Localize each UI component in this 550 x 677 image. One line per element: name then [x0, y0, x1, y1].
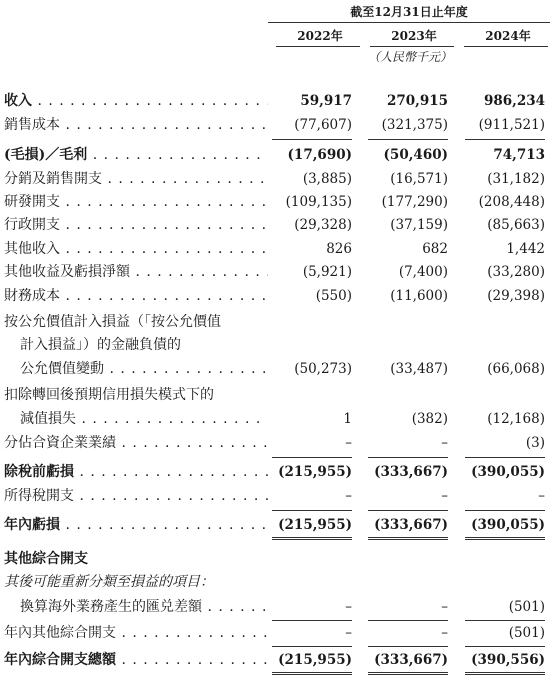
subtotal-rule [465, 510, 545, 511]
row-label: 銷售成本 . . . [4, 113, 268, 137]
subtotal-rule [368, 457, 448, 458]
value-2024: (31,182) [487, 171, 545, 187]
row-oci-heading [0, 547, 550, 571]
subtotal-rule [465, 646, 545, 647]
value-2022: (3,885) [302, 171, 352, 187]
row-label: 年內綜合開支總額 . . . [4, 648, 268, 672]
value-2022: (550) [315, 288, 352, 304]
row-income-tax [0, 484, 550, 508]
row-fvtpl-line2 [0, 333, 550, 357]
value-2022: – [345, 599, 352, 615]
value-2024: (66,068) [487, 361, 545, 377]
row-impairment-losses [0, 407, 550, 431]
row-oci-subheading [0, 570, 550, 594]
total-double-rule [465, 672, 545, 675]
row-label: 行政開支 . . . [4, 213, 268, 237]
row-label: 分銷及銷售開支 . . . [4, 167, 268, 191]
total-double-rule [272, 537, 352, 540]
row-label: 收入 . . . [4, 89, 268, 113]
value-2022: 1 [343, 411, 352, 427]
row-label: 扣除轉回後預期信用損失模式下的 [4, 387, 214, 403]
value-2022: (77,607) [294, 117, 352, 133]
row-label: 年內虧損 . . . [4, 513, 268, 537]
value-2024: 74,713 [493, 147, 545, 163]
row-label: 分佔合資企業業績 . . . [4, 431, 268, 455]
value-2023: – [441, 435, 448, 451]
value-2023: (37,159) [390, 217, 448, 233]
row-cost-of-sales [0, 113, 550, 137]
value-2022: – [345, 625, 352, 641]
subtotal-rule [272, 139, 352, 140]
year-header-2024: 2024年 [485, 29, 531, 43]
value-2023: 270,915 [386, 93, 448, 109]
value-2023: (333,667) [374, 652, 448, 668]
value-2024: (501) [508, 599, 545, 615]
value-2022: (215,955) [278, 464, 352, 480]
value-2023: (16,571) [390, 171, 448, 187]
value-2023: (382) [411, 411, 448, 427]
row-label: 除稅前虧損 . . . [4, 460, 268, 484]
row-impairment-line1 [0, 383, 550, 407]
row-gross-profit [0, 143, 550, 167]
value-2024: (3) [525, 435, 545, 451]
year-rule-2023 [370, 46, 454, 47]
row-research-development [0, 190, 550, 214]
row-label: 按公允價值計入損益（「按公允價值 [4, 314, 221, 330]
row-revenue [0, 89, 550, 113]
value-2023: – [441, 488, 448, 504]
row-administrative [0, 213, 550, 237]
subtotal-rule [465, 139, 545, 140]
row-label: 其他收益及虧損淨額 . . . [4, 260, 268, 284]
year-rule-2024 [464, 46, 548, 47]
total-double-rule [368, 672, 448, 675]
row-label: 其他收入 . . . [4, 237, 268, 261]
value-2024: 986,234 [483, 93, 545, 109]
row-share-joint-venture [0, 431, 550, 455]
value-2024: (390,055) [471, 517, 545, 533]
value-2024: (390,055) [471, 464, 545, 480]
value-2024: 1,442 [506, 241, 545, 257]
subtotal-rule [465, 457, 545, 458]
value-2024: (501) [508, 625, 545, 641]
row-loss-before-tax [0, 460, 550, 484]
value-2023: (177,290) [381, 194, 448, 210]
row-fvtpl-line1 [0, 310, 550, 334]
value-2022: (17,690) [287, 147, 352, 163]
value-2022: (109,135) [285, 194, 352, 210]
value-2022: (29,328) [294, 217, 352, 233]
row-label: 計入損益」）的金融負債的 [20, 337, 181, 353]
row-other-comprehensive-expense [0, 621, 550, 645]
year-header-2023: 2023年 [391, 29, 437, 43]
row-other-gains-losses [0, 260, 550, 284]
row-fvtpl-change [0, 357, 550, 381]
value-2023: 682 [422, 241, 448, 257]
value-2024: (911,521) [478, 117, 545, 133]
value-2023: – [441, 625, 448, 641]
total-double-rule [272, 672, 352, 675]
row-label: 換算海外業務產生的匯兑差額 . . . [20, 595, 268, 619]
row-label: 公允價值變動 . . . [20, 357, 268, 381]
row-label: 研發開支 . . . [4, 190, 268, 214]
value-2024: (390,556) [471, 652, 545, 668]
value-2022: 59,917 [300, 93, 352, 109]
value-2023: (11,600) [390, 288, 448, 304]
subtotal-rule [272, 457, 352, 458]
section-subheading: 其後可能重新分類至損益的項目： [4, 574, 214, 590]
total-double-rule [465, 537, 545, 540]
value-2023: (7,400) [398, 264, 448, 280]
row-label: 財務成本 . . . [4, 284, 268, 308]
row-label: (毛損)／毛利 . . . [4, 143, 268, 167]
value-2022: – [345, 435, 352, 451]
row-distribution-selling [0, 167, 550, 191]
subtotal-rule [368, 646, 448, 647]
value-2022: 826 [326, 241, 352, 257]
subtotal-rule [272, 646, 352, 647]
total-double-rule [368, 537, 448, 540]
value-2024: (85,663) [487, 217, 545, 233]
value-2024: (12,168) [487, 411, 545, 427]
value-2024: (33,280) [487, 264, 545, 280]
row-label: 減值損失 . . . [20, 407, 268, 431]
value-2023: – [441, 599, 448, 615]
subtotal-rule [272, 510, 352, 511]
row-loss-for-year [0, 513, 550, 537]
value-2023: (321,375) [381, 117, 448, 133]
unit-label: （人民幣千元） [367, 50, 452, 64]
value-2023: (333,667) [374, 517, 448, 533]
row-exchange-differences [0, 595, 550, 619]
year-rule-2022 [276, 46, 360, 47]
value-2023: (33,487) [390, 361, 448, 377]
row-total-comprehensive-expense [0, 648, 550, 672]
value-2024: – [538, 488, 545, 504]
value-2024: (29,398) [487, 288, 545, 304]
value-2023: (333,667) [374, 464, 448, 480]
row-finance-costs [0, 284, 550, 308]
period-header-rule [268, 22, 550, 23]
value-2022: (5,921) [302, 264, 352, 280]
value-2022: (50,273) [294, 361, 352, 377]
value-2022: (215,955) [278, 517, 352, 533]
section-heading: 其他綜合開支 [4, 551, 88, 567]
row-other-income [0, 237, 550, 261]
subtotal-rule [368, 139, 448, 140]
value-2022: (215,955) [278, 652, 352, 668]
subtotal-rule [368, 510, 448, 511]
year-header-2022: 2022年 [297, 29, 343, 43]
period-header: 截至12月31日止年度 [350, 5, 468, 19]
row-label: 所得稅開支 . . . [4, 484, 268, 508]
value-2022: – [345, 488, 352, 504]
value-2024: (208,448) [478, 194, 545, 210]
value-2023: (50,460) [383, 147, 448, 163]
row-label: 年內其他綜合開支 . . . [4, 621, 268, 645]
